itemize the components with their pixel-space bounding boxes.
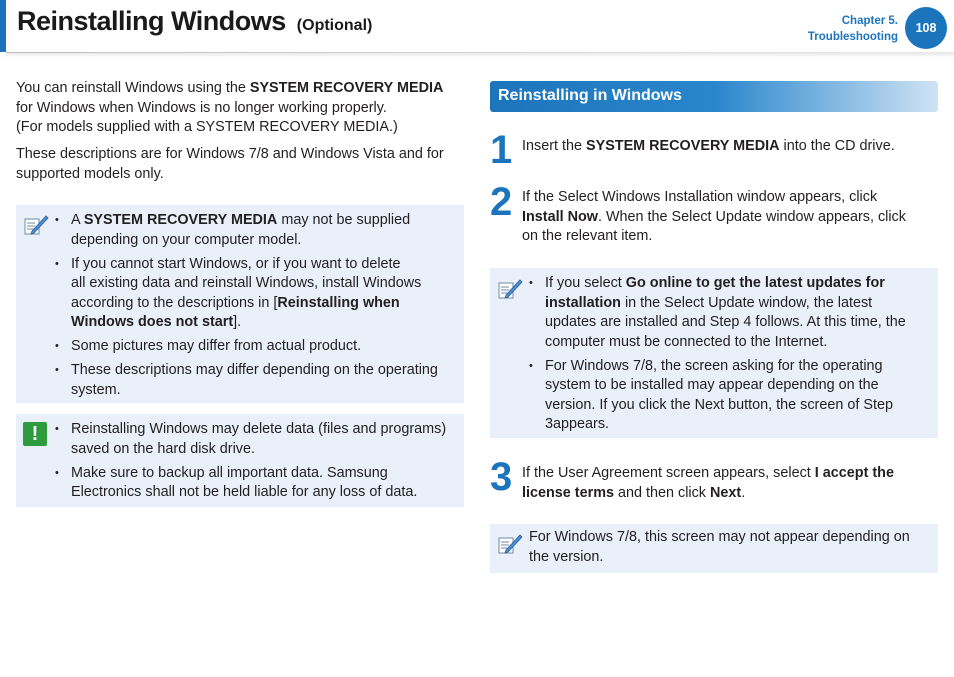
intro-paragraph: You can reinstall Windows using the SYSTEM RECOVERY MEDIA for Windows when Windows is no longer working properly. (For models supplied with a SYSTEM RECOVERY MEDIA.) (16, 80, 444, 135)
note-pencil-icon (22, 212, 50, 238)
note-list-general (55, 211, 460, 405)
list-item: • Make sure to backup all important data. Samsung Electronics shall not be held liable for any loss of data. (55, 464, 460, 503)
step-number-1: 1 (490, 128, 513, 172)
step-number-2: 2 (490, 180, 513, 224)
page-title: Reinstalling Windows (Optional) (17, 6, 373, 36)
warning-exclamation-icon: ! (23, 422, 47, 446)
section-title: Reinstalling in Windows (498, 87, 682, 104)
note-pencil-icon (496, 531, 524, 557)
page-number-badge: 108 (905, 7, 947, 49)
list-item: • Reinstalling Windows may delete data (files and programs) saved on the hard disk drive. (55, 420, 460, 459)
list-item: • Some pictures may differ from actual product. (55, 337, 460, 357)
warning-list (55, 420, 460, 507)
intro-support-paragraph: These descriptions are for Windows 7/8 and Windows Vista and for supported models only. (16, 146, 444, 182)
list-item: • For Windows 7/8, the screen asking for the operating system to be installed may appear depending on the version. If you click the Next button, the screen of Step 3appears. (529, 357, 934, 435)
list-item: • A SYSTEM RECOVERY MEDIA may not be supplied depending on your computer model. (55, 211, 460, 250)
chapter-title: Troubleshooting (807, 31, 898, 43)
step-3-text: If the User Agreement screen appears, select I accept the license terms and then click Next. (522, 465, 894, 501)
step-2-text: If the Select Windows Installation window appears, click Install Now. When the Select Update window appears, click on the relevant item. (522, 189, 906, 244)
header-accent-bar (0, 0, 6, 52)
step-number-3: 3 (490, 455, 513, 499)
note-list-update (529, 274, 934, 439)
list-item: • If you cannot start Windows, or if you want to delete all existing data and reinstall Windows, install Windows according to the descriptions in [Reinstalling when Windows does not start]. (55, 255, 460, 333)
note-pencil-icon (496, 276, 524, 302)
chapter-label (808, 13, 898, 45)
list-item: • If you select Go online to get the latest updates for installation in the Select Update window, the latest updates are installed and Step 4 follows. At this time, the computer must be connected to the Internet. (529, 274, 934, 352)
note-version-text: For Windows 7/8, this screen may not appear depending on the version. (529, 529, 910, 565)
list-item: • These descriptions may differ depending on the operating system. (55, 361, 460, 400)
chapter-number: Chapter 5. (841, 15, 898, 27)
step-1-text: Insert the SYSTEM RECOVERY MEDIA into the CD drive. (522, 138, 895, 154)
header-divider (6, 52, 936, 53)
page-title-suffix: (Optional) (296, 17, 373, 34)
